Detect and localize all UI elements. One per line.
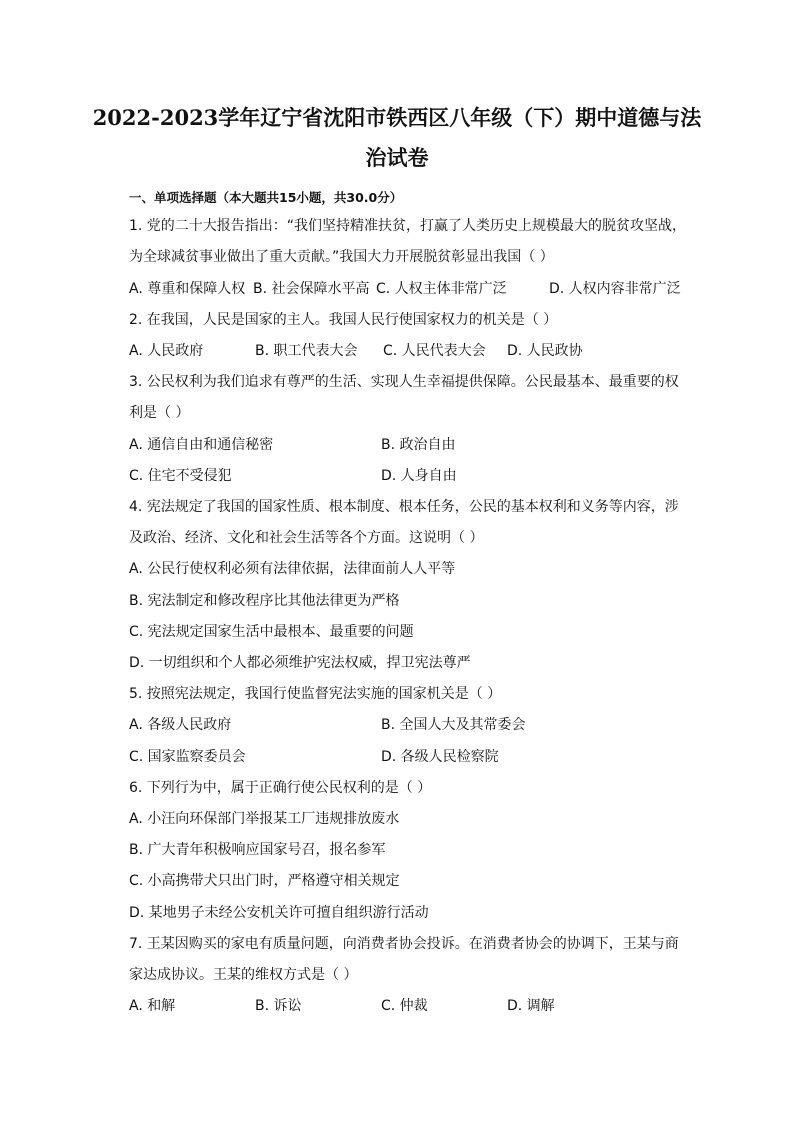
q1-option-b: B. 社会保障水平高: [253, 281, 370, 297]
q3-option-a: A. 通信自由和通信秘密: [129, 437, 274, 453]
q7-option-c: C. 仲裁: [381, 998, 428, 1014]
q6-option-d: D. 某地男子未经公安机关许可擅自组织游行活动: [129, 905, 429, 921]
q1-stem-line2: 为全球减贫事业做出了重大贡献。”我国大力开展脱贫彰显出我国（ ）: [129, 249, 554, 265]
q1-option-d: D. 人权内容非常广泛: [549, 281, 681, 297]
q7-stem-line2: 家达成协议。王某的维权方式是（ ）: [129, 967, 358, 983]
q4-option-d: D. 一切组织和个人都必须维护宪法权威，捍卫宪法尊严: [129, 655, 471, 671]
q2-option-c: C. 人民代表大会: [383, 343, 486, 359]
section-heading: 一、单项选择题（本大题共15小题，共30.0分）: [129, 190, 403, 205]
q5-option-b: B. 全国人大及其常委会: [381, 717, 526, 733]
q3-stem-line2: 利是（ ）: [129, 405, 190, 421]
q6-option-a: A. 小汪向环保部门举报某工厂违规排放废水: [129, 811, 400, 827]
q3-option-c: C. 住宅不受侵犯: [129, 468, 232, 484]
q5-option-a: A. 各级人民政府: [129, 717, 232, 733]
q3-stem-line1: 3. 公民权利为我们追求有尊严的生活、实现人生幸福提供保障。公民最基本、最重要的权: [129, 374, 679, 390]
q4-option-b: B. 宪法制定和修改程序比其他法律更为严格: [129, 593, 400, 609]
q2-stem-line1: 2. 在我国，人民是国家的主人。我国人民行使国家权力的机关是（ ）: [129, 312, 558, 328]
q3-option-b: B. 政治自由: [381, 437, 456, 453]
q4-option-a: A. 公民行使权利必须有法律依据，法律面前人人平等: [129, 561, 456, 577]
q1-option-c: C. 人权主体非常广泛: [376, 281, 507, 297]
q7-option-a: A. 和解: [129, 998, 176, 1014]
exam-title-line1: 2022-2023学年辽宁省沈阳市铁西区八年级（下）期中道德与法: [92, 105, 702, 130]
q5-option-c: C. 国家监察委员会: [129, 749, 246, 765]
q3-option-d: D. 人身自由: [381, 468, 457, 484]
exam-title-line2: 治试卷: [365, 145, 429, 170]
q2-option-d: D. 人民政协: [507, 343, 583, 359]
q5-stem-line1: 5. 按照宪法规定，我国行使监督宪法实施的国家机关是（ ）: [129, 686, 502, 702]
q1-stem-line1: 1. 党的二十大报告指出：“我们坚持精准扶贫，打赢了人类历史上规模最大的脱贫攻坚战，: [129, 218, 687, 234]
q7-stem-line1: 7. 王某因购买的家电有质量问题，向消费者协会投诉。在消费者协会的协调下，王某与商: [129, 936, 679, 952]
q7-option-b: B. 诉讼: [255, 998, 302, 1014]
q4-stem-line1: 4. 宪法规定了我国的国家性质、根本制度、根本任务，公民的基本权利和义务等内容，涉: [129, 499, 679, 515]
q4-option-c: C. 宪法规定国家生活中最根本、最重要的问题: [129, 624, 414, 640]
q6-stem-line1: 6. 下列行为中，属于正确行使公民权利的是（ ）: [129, 780, 432, 796]
q2-option-a: A. 人民政府: [129, 343, 204, 359]
q7-option-d: D. 调解: [507, 998, 555, 1014]
q6-option-c: C. 小高携带犬只出门时，严格遵守相关规定: [129, 873, 400, 889]
q4-stem-line2: 及政治、经济、文化和社会生活等各个方面。这说明（ ）: [129, 530, 484, 546]
q1-option-a: A. 尊重和保障人权: [129, 281, 246, 297]
q5-option-d: D. 各级人民检察院: [381, 749, 499, 765]
q2-option-b: B. 职工代表大会: [255, 343, 358, 359]
q6-option-b: B. 广大青年积极响应国家号召，报名参军: [129, 842, 386, 858]
